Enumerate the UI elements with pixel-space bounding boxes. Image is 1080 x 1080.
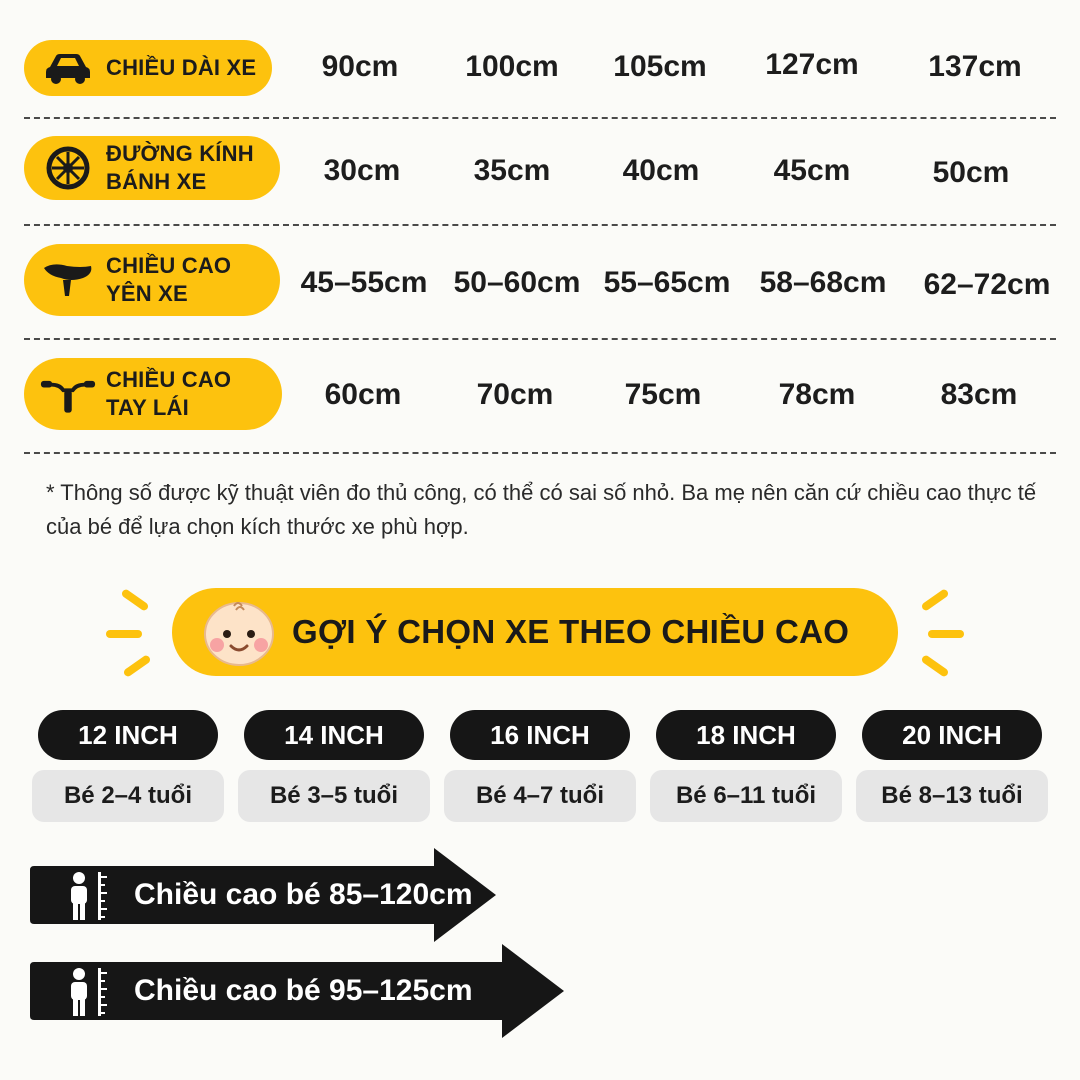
spec-value: 40cm	[622, 154, 700, 187]
age-tag: Bé 4–7 tuổi	[444, 770, 636, 822]
spec-value: 58–68cm	[759, 266, 887, 299]
spec-label: CHIỀU CAO YÊN XE	[106, 253, 232, 306]
spec-label: ĐƯỜNG KÍNH BÁNH XE	[106, 141, 254, 194]
spec-value: 100cm	[465, 50, 559, 83]
decor-ray	[920, 588, 949, 612]
decor-ray	[106, 630, 142, 638]
saddle-icon	[40, 257, 96, 303]
age-tag: Bé 3–5 tuổi	[238, 770, 430, 822]
size-tag: 18 INCH	[656, 710, 836, 760]
divider	[24, 224, 1056, 226]
decor-ray	[120, 588, 149, 612]
spec-value: 78cm	[778, 378, 856, 411]
spec-value: 50cm	[932, 156, 1010, 189]
spec-value: 30cm	[323, 154, 401, 187]
spec-value: 55–65cm	[603, 266, 731, 299]
spec-label-pill	[24, 136, 280, 200]
spec-value: 127cm	[765, 48, 859, 81]
spec-value: 45cm	[773, 154, 851, 187]
spec-value: 83cm	[940, 378, 1018, 411]
size-tag: 12 INCH	[38, 710, 218, 760]
height-range-label: Chiều cao bé 85–120cm	[134, 878, 473, 911]
baby-face-icon	[200, 596, 278, 673]
divider	[24, 338, 1056, 340]
spec-value: 75cm	[624, 378, 702, 411]
spec-value: 105cm	[613, 50, 707, 83]
handlebar-icon	[40, 371, 96, 417]
spec-row-length	[0, 40, 1080, 140]
size-tag: 16 INCH	[450, 710, 630, 760]
spec-value: 35cm	[473, 154, 551, 187]
car-icon	[40, 45, 96, 91]
spec-value: 90cm	[321, 50, 399, 83]
spec-label-pill	[24, 40, 272, 96]
spec-label: CHIỀU CAO TAY LÁI	[106, 367, 232, 420]
wheel-icon	[40, 145, 96, 191]
height-range-label: Chiều cao bé 95–125cm	[134, 974, 473, 1007]
height-guide-banner	[172, 588, 898, 676]
age-tag: Bé 6–11 tuổi	[650, 770, 842, 822]
spec-value: 62–72cm	[923, 268, 1051, 301]
divider	[24, 452, 1056, 454]
height-arrow	[30, 848, 498, 942]
age-tag: Bé 2–4 tuổi	[32, 770, 224, 822]
spec-value: 45–55cm	[300, 266, 428, 299]
spec-label-pill	[24, 244, 280, 316]
measurement-note: * Thông số được kỹ thuật viên đo thủ công, có thể có sai số nhỏ. Ba mẹ nên căn cứ chiều cao thực tế của bé để lựa chọn kích thước xe phù hợp.	[46, 480, 1037, 539]
height-arrow	[30, 944, 566, 1038]
spec-row-handlebar	[0, 358, 1080, 458]
size-tag: 20 INCH	[862, 710, 1042, 760]
spec-value: 70cm	[476, 378, 554, 411]
spec-label: CHIỀU DÀI XE	[106, 55, 257, 80]
spec-label-pill	[24, 358, 282, 430]
spec-row-saddle	[0, 244, 1080, 344]
spec-value: 137cm	[928, 50, 1022, 83]
decor-ray	[928, 630, 964, 638]
spec-value: 50–60cm	[453, 266, 581, 299]
decor-ray	[122, 654, 151, 678]
age-tag: Bé 8–13 tuổi	[856, 770, 1048, 822]
spec-value: 60cm	[324, 378, 402, 411]
divider	[24, 117, 1056, 119]
decor-ray	[920, 654, 949, 678]
spec-row-wheel	[0, 136, 1080, 236]
size-tag: 14 INCH	[244, 710, 424, 760]
banner-title: GỢI Ý CHỌN XE THEO CHIỀU CAO	[292, 613, 850, 650]
